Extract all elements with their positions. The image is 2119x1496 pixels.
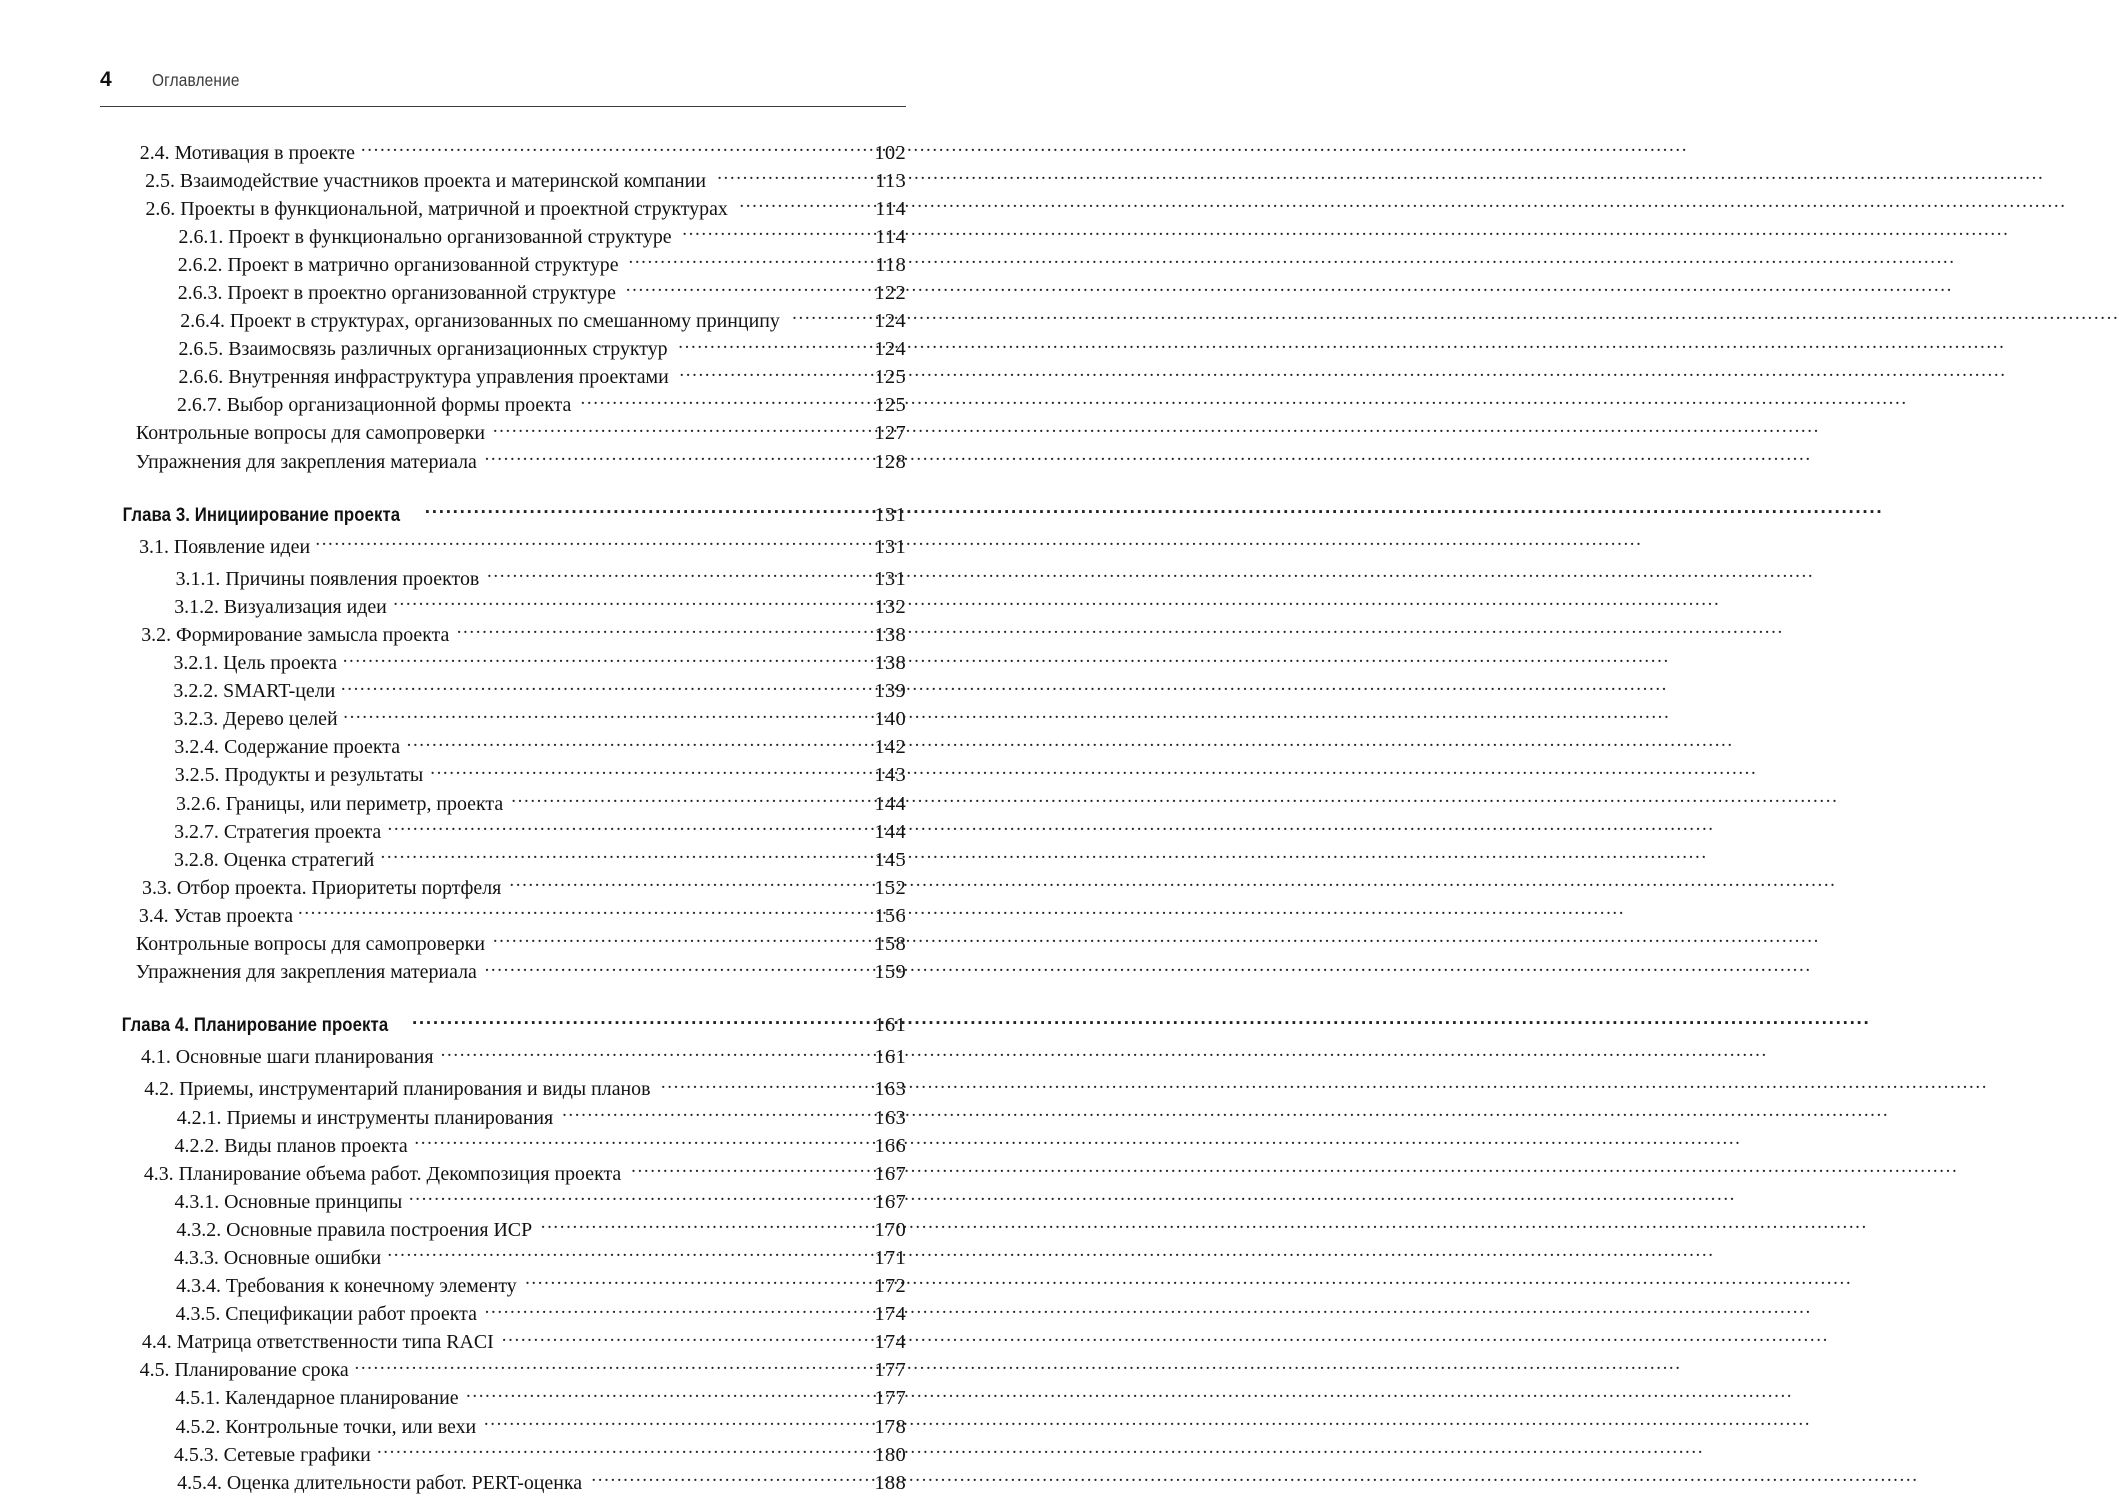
toc-entry-label: 3.3. Отбор проекта. Приоритеты портфеля	[142, 876, 502, 899]
toc-entry-label: 4.5.1. Календарное планирование	[175, 1387, 459, 1410]
toc-entry-label: 3.2.8. Оценка стратегий	[174, 848, 375, 871]
toc-dot-leader	[678, 335, 861, 356]
toc-entry-label: 2.6.5. Взаимосвязь различных организационных структур	[178, 338, 668, 361]
toc-entry-label: 2.6. Проекты в функциональной, матричной и проектной структурах	[145, 197, 728, 220]
toc-entry-page-number: 124	[874, 310, 906, 333]
toc-entry-page-number: 138	[874, 624, 906, 646]
toc-dot-leader	[393, 592, 861, 613]
toc-dot-leader	[792, 307, 861, 328]
toc-entry-page-number: 156	[874, 904, 906, 927]
page-title: Оглавление	[151, 70, 240, 90]
toc-dot-leader	[511, 789, 861, 810]
toc-entry-label: Глава 3. Инициирование проекта	[122, 503, 401, 526]
toc-entry-page-number: 124	[874, 338, 906, 361]
toc-entry-label: 2.5. Взаимодействие участников проекта и материнской компании	[145, 169, 706, 192]
toc-chapter-row[interactable]	[100, 501, 906, 528]
toc-entry-page-number: 178	[874, 1415, 906, 1438]
toc-entry-page-number: 161	[874, 1046, 906, 1069]
toc-entry-page-number: 163	[874, 1078, 906, 1101]
toc-entry-row[interactable]	[100, 447, 906, 475]
toc-entry-label: 4.5.4. Оценка длительности работ. PERT-оценка	[177, 1471, 583, 1494]
toc-entry-page-number: 132	[874, 595, 906, 618]
toc-entry-label: 2.6.4. Проект в структурах, организованных по смешанному принципу	[180, 310, 780, 333]
toc-dot-leader	[525, 1272, 861, 1293]
toc-dot-leader	[354, 1356, 861, 1377]
toc-dot-leader	[425, 501, 861, 521]
toc-dot-leader	[298, 901, 861, 922]
toc-entry-label: 4.2.1. Приемы и инструменты планирования	[176, 1106, 554, 1129]
toc-entry-page-number: 139	[874, 680, 906, 703]
toc-entry-page-number: 140	[874, 708, 906, 731]
toc-dot-leader	[341, 677, 861, 698]
toc-entry-page-number: 170	[874, 1218, 906, 1241]
toc-entry-page-number: 128	[874, 450, 906, 473]
toc-page	[0, 0, 1000, 1494]
toc-dot-leader	[626, 278, 861, 299]
toc-entry-page-number: 114	[875, 197, 906, 220]
toc-entry-label: 3.2.2. SMART-цели	[173, 680, 336, 703]
toc-entry-label: 4.1. Основные шаги планирования	[140, 1046, 434, 1069]
toc-entry-page-number: 145	[874, 848, 906, 871]
toc-entry-label: 4.3.5. Спецификации работ проекта	[175, 1303, 477, 1326]
toc-entry-label: Контрольные вопросы для самопроверки	[135, 422, 485, 445]
toc-entry-page-number: 167	[874, 1162, 906, 1185]
toc-entry-page-number: 122	[874, 281, 906, 304]
toc-entry-page-number: 177	[874, 1387, 906, 1410]
toc-entry-page-number: 152	[874, 876, 906, 899]
toc-dot-leader	[381, 845, 861, 866]
toc-entry-row[interactable]	[100, 1043, 906, 1071]
toc-entry-label: 2.6.3. Проект в проектно организованной структуре	[177, 281, 616, 304]
toc-entry-page-number: 172	[874, 1275, 906, 1298]
page-folio-number: 4	[100, 68, 112, 91]
toc-entry-label: 4.3. Планирование объема работ. Декомпозиция проекта	[143, 1162, 622, 1185]
toc-entry-page-number: 114	[875, 225, 906, 248]
toc-dot-leader	[315, 532, 861, 553]
toc-dot-leader	[591, 1468, 861, 1489]
toc-entry-label: Упражнения для закрепления материала	[135, 961, 477, 984]
toc-entry-page-number: 174	[874, 1331, 906, 1354]
toc-entry-label: Контрольные вопросы для самопроверки	[135, 933, 485, 956]
toc-dot-leader	[466, 1384, 861, 1405]
toc-entry-page-number: 159	[874, 961, 906, 984]
toc-entry-page-number: 131	[874, 503, 906, 526]
toc-entry-label: 4.3.1. Основные принципы	[174, 1190, 403, 1213]
toc-entry-label: 4.5.2. Контрольные точки, или вехи	[175, 1415, 477, 1438]
toc-entry-page-number: 142	[874, 736, 906, 759]
toc-dot-leader	[628, 250, 861, 271]
toc-entry-row[interactable]	[100, 1468, 906, 1496]
toc-dot-leader	[441, 1043, 861, 1064]
toc-entry-page-number: 125	[874, 366, 906, 389]
toc-entry-label: 4.3.3. Основные ошибки	[174, 1246, 382, 1269]
toc-entry-page-number: 113	[875, 169, 906, 192]
toc-dot-leader	[679, 363, 861, 384]
toc-entry-page-number: 144	[874, 820, 906, 843]
toc-entry-label: 3.2. Формирование замысла проекта	[141, 624, 450, 646]
toc-entry-page-number: 188	[874, 1471, 906, 1494]
toc-entry-label: 3.1. Появление идеи	[139, 535, 311, 558]
toc-dot-leader	[487, 564, 861, 585]
toc-entry-row[interactable]	[100, 278, 906, 306]
toc-dot-leader	[739, 194, 861, 215]
toc-entry-page-number: 163	[874, 1106, 906, 1129]
toc-dot-leader	[661, 1075, 861, 1096]
toc-dot-leader	[541, 1215, 861, 1236]
toc-entry-page-number: 161	[874, 1014, 906, 1037]
toc-entry-label: 3.1.1. Причины появления проектов	[175, 567, 480, 590]
toc-entry-label: 3.2.5. Продукты и результаты	[174, 764, 424, 787]
toc-dot-leader	[682, 222, 861, 243]
toc-dot-leader	[562, 1103, 861, 1124]
toc-entry-row[interactable]	[100, 532, 906, 560]
toc-entry-label: 2.6.6. Внутренняя инфраструктура управления проектами	[178, 366, 669, 389]
toc-dot-leader	[493, 930, 861, 951]
toc-entry-page-number: 125	[874, 394, 906, 417]
header-divider	[100, 106, 906, 107]
toc-dot-leader	[484, 1412, 861, 1433]
toc-dot-leader	[502, 1328, 861, 1349]
toc-dot-leader	[387, 1243, 861, 1264]
toc-dot-leader	[509, 873, 861, 894]
toc-entry-page-number: 127	[874, 422, 906, 445]
running-head	[100, 68, 906, 102]
toc-dot-leader	[361, 138, 861, 159]
toc-entry-row[interactable]	[100, 958, 906, 986]
toc-entry-page-number: 131	[874, 535, 906, 558]
toc-entry-label: 2.6.1. Проект в функционально организованной структуре	[178, 225, 672, 248]
toc-entry-label: 4.3.4. Требования к конечному элементу	[176, 1275, 517, 1298]
toc-dot-leader	[717, 166, 861, 187]
toc-dot-leader	[631, 1159, 861, 1180]
toc-dot-leader	[388, 817, 862, 838]
toc-dot-leader	[430, 761, 861, 782]
toc-dot-leader	[343, 705, 861, 726]
toc-entry-page-number: 131	[874, 567, 906, 590]
toc-dot-leader	[493, 419, 861, 440]
toc-dot-leader	[407, 733, 861, 754]
toc-entry-page-number: 102	[874, 141, 906, 164]
toc-entry-page-number: 158	[874, 933, 906, 956]
toc-entry-label: Глава 4. Планирование проекта	[121, 1014, 389, 1037]
toc-dot-leader	[377, 1440, 861, 1461]
toc-entry-page-number: 138	[874, 652, 906, 675]
table-of-contents	[100, 138, 906, 1496]
toc-entry-page-number: 180	[874, 1443, 906, 1466]
toc-entry-label: 3.4. Устав проекта	[138, 904, 294, 927]
toc-entry-label: 2.4. Мотивация в проекте	[139, 141, 356, 164]
toc-entry-label: 4.3.2. Основные правила построения ИСР	[176, 1218, 533, 1241]
toc-dot-leader	[409, 1187, 861, 1208]
toc-entry-page-number: 171	[874, 1246, 906, 1269]
toc-entry-label: 3.2.6. Границы, или периметр, проекта	[175, 792, 504, 815]
toc-entry-label: 3.2.7. Стратегия проекта	[174, 820, 382, 843]
toc-entry-page-number: 167	[874, 1190, 906, 1213]
toc-entry-label: 3.1.2. Визуализация идеи	[174, 595, 387, 618]
toc-entry-label: 3.2.1. Цель проекта	[173, 652, 338, 675]
toc-entry-page-number: 166	[874, 1134, 906, 1157]
toc-entry-label: 4.4. Матрица ответственности типа RACI	[141, 1331, 494, 1354]
toc-entry-page-number: 177	[874, 1359, 906, 1382]
toc-entry-label: 4.2. Приемы, инструментарий планирования и виды планов	[144, 1078, 651, 1101]
toc-entry-label: Упражнения для закрепления материала	[135, 450, 477, 473]
toc-dot-leader	[581, 391, 861, 412]
toc-dot-leader	[412, 1012, 861, 1032]
toc-dot-leader	[343, 649, 861, 670]
toc-entry-label: 4.5.3. Сетевые графики	[173, 1443, 371, 1466]
toc-dot-leader	[485, 958, 861, 979]
toc-entry-page-number: 174	[874, 1303, 906, 1326]
toc-dot-leader	[414, 1131, 861, 1152]
toc-dot-leader	[485, 1300, 861, 1321]
toc-entry-label: 2.6.2. Проект в матрично организованной структуре	[177, 253, 619, 276]
toc-entry-label: 4.5. Планирование срока	[139, 1359, 349, 1382]
toc-entry-page-number: 144	[874, 792, 906, 815]
toc-entry-label: 4.2.2. Виды планов проекта	[174, 1134, 408, 1157]
toc-chapter-row[interactable]	[100, 1012, 906, 1039]
toc-entry-label: 2.6.7. Выбор организационной формы проекта	[177, 394, 572, 417]
toc-entry-label: 3.2.3. Дерево целей	[173, 708, 338, 731]
toc-dot-leader	[485, 447, 861, 468]
toc-entry-label: 3.2.4. Содержание проекта	[174, 736, 401, 759]
toc-entry-page-number: 118	[875, 253, 906, 276]
toc-dot-leader	[457, 621, 861, 642]
toc-entry-page-number: 143	[874, 764, 906, 787]
